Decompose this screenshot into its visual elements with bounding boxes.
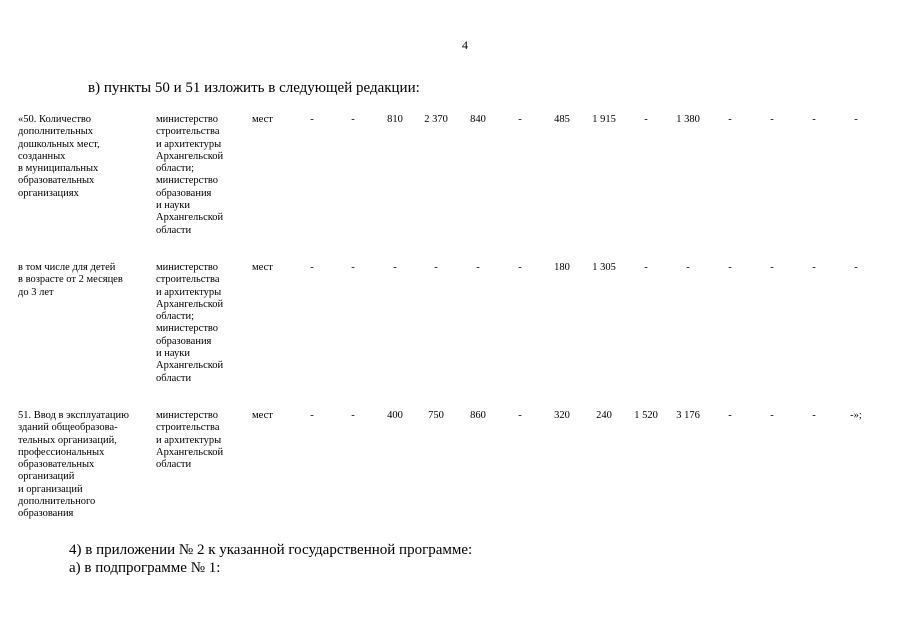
value-cell: - [728,262,732,273]
value-cell: - [518,410,522,421]
row-responsible: министерство строительства и архитектуры Архангельской области [156,410,224,471]
value-cell: 180 [554,262,570,273]
value-cell: - [770,114,774,125]
value-cell: - [351,262,355,273]
value-cell: - [686,262,690,273]
value-cell: - [518,114,522,125]
intro-paragraph: в) пункты 50 и 51 изложить в следующей редакции: [88,80,420,96]
value-cell: 1 380 [676,114,700,125]
value-cell: - [310,262,314,273]
value-cell: 485 [554,114,570,125]
subitem-a-paragraph: а) в подпрограмме № 1: [69,560,221,576]
value-cell: - [393,262,397,273]
value-cell: - [434,262,438,273]
value-cell: - [351,114,355,125]
value-cell: -»; [850,410,862,421]
row-name: 51. Ввод в эксплуатацию зданий общеобразова- тельных организаций, профессиональных образовательных организаций и организаций дополнительного образования [18,410,129,520]
value-cell: - [310,410,314,421]
value-cell: 2 370 [424,114,448,125]
value-cell: 320 [554,410,570,421]
value-cell: 240 [596,410,612,421]
row-responsible: министерство строительства и архитектуры Архангельской области; министерство образования и науки Архангельской области [156,114,224,236]
item-4-paragraph: 4) в приложении № 2 к указанной государственной программе: [69,542,473,558]
value-cell: 1 915 [592,114,616,125]
page-number: 4 [462,38,468,52]
value-cell: - [812,262,816,273]
row-responsible: министерство строительства и архитектуры Архангельской области; министерство образования и науки Архангельской области [156,262,224,384]
row-name: в том числе для детей в возрасте от 2 месяцев до 3 лет [18,262,123,298]
value-cell: - [476,262,480,273]
value-cell: 1 305 [592,262,616,273]
row-unit: мест [252,262,273,273]
value-cell: - [770,262,774,273]
value-cell: - [812,410,816,421]
value-cell: - [351,410,355,421]
value-cell: 840 [470,114,486,125]
row-unit: мест [252,410,273,421]
value-cell: - [518,262,522,273]
value-cell: - [728,410,732,421]
value-cell: - [854,262,858,273]
value-cell: 810 [387,114,403,125]
row-name: «50. Количество дополнительных дошкольных мест, созданных в муниципальных образовательных организациях [18,114,100,199]
value-cell: 750 [428,410,444,421]
value-cell: - [770,410,774,421]
value-cell: - [644,262,648,273]
value-cell: - [728,114,732,125]
value-cell: 860 [470,410,486,421]
row-unit: мест [252,114,273,125]
value-cell: 400 [387,410,403,421]
value-cell: - [812,114,816,125]
value-cell: - [310,114,314,125]
value-cell: 3 176 [676,410,700,421]
value-cell: - [644,114,648,125]
value-cell: - [854,114,858,125]
value-cell: 1 520 [634,410,658,421]
